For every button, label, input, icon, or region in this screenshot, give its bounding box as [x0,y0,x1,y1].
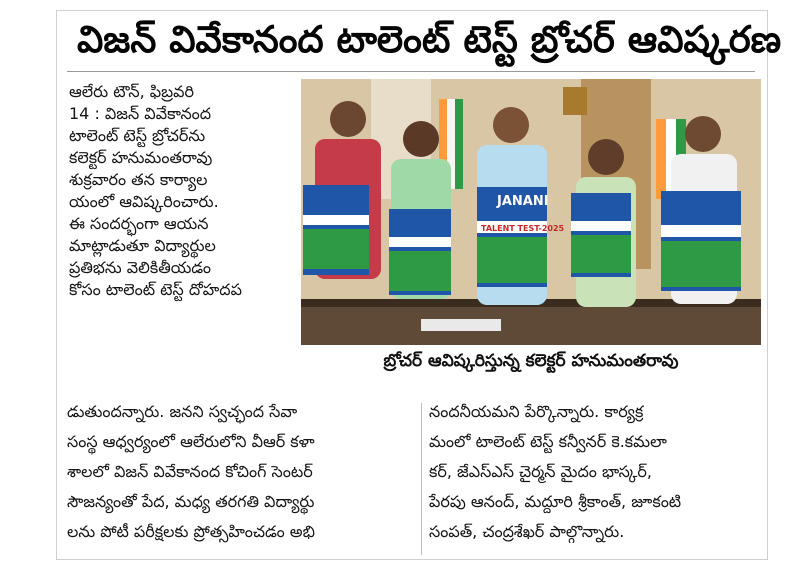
brochure-2 [389,209,451,295]
body-line: టాలెంట్ టెస్ట్ బ్రోచర్‌ను [69,126,206,145]
photo-caption: బ్రోచర్ ఆవిష్కరిస్తున్న కలెక్టర్ హనుమంతరావు [383,351,679,371]
body-line: శాలలో విజన్ వివేకానంద కోచింగ్ సెంటర్ [67,462,313,481]
headline-rule [67,71,755,72]
brochure-1 [303,185,369,275]
body-line: ఆలేరు టౌన్, ఫిబ్రవరి [69,82,194,101]
body-line: శుక్రవారం తన కార్యాల [69,170,208,189]
photo-illustration [301,79,761,345]
body-line: లను పోటీ పరీక్షలకు ప్రోత్సహించడం అభి [67,522,315,541]
body-line: డుతుందన్నారు. జనని స్వచ్ఛంద సేవా [67,402,298,421]
body-line: మాట్లాడుతూ విద్యార్థుల [69,236,216,255]
body-line: యంలో ఆవిష్కరించారు. [69,192,219,211]
body-line: సంపత్, చంద్రశేఖర్ పాల్గొన్నారు. [429,522,625,541]
body-line: కోసం టాలెంట్ టెస్ట్ దోహదప [69,280,242,299]
brochure-5 [661,191,741,291]
news-photo [301,79,761,345]
body-line: కలెక్టర్ హనుమంతరావు [69,148,213,167]
brochure-4 [571,193,631,277]
body-line: 14 : విజన్ వివేకానంద [69,104,212,123]
brochure-heading: TALENT TEST-2025 [481,224,565,233]
body-line: సౌజన్యంతో పేద, మధ్య తరగతి విద్యార్థు [67,492,315,511]
newspaper-clipping [56,10,782,560]
brochure-brand: JANANI [497,194,549,209]
body-line: కర్, జేఎస్ఎస్ చైర్మన్ మైదం భాస్కర్, [429,462,652,481]
body-line: పేరపు ఆనంద్, మద్దూరి శ్రీకాంత్, జూకంటి [429,492,682,511]
body-line: నందనీయమని పేర్కొన్నారు. కార్యక్ర [429,402,644,421]
headline: విజన్ వివేకానంద టాలెంట్ టెస్ట్ బ్రోచర్ ఆవిష్కరణ [77,18,782,61]
column-divider [421,403,422,555]
body-line: మంలో టాలెంట్ టెస్ట్ కన్వీనర్ కె.కమలా [429,432,667,451]
body-line: ప్రతిభను వెలికితీయడం [69,258,211,277]
body-line: ఈ సందర్భంగా ఆయన [69,214,209,233]
body-line: సంస్థ ఆధ్వర్యంలో ఆలేరులోని వీఆర్ కళా [67,432,315,451]
